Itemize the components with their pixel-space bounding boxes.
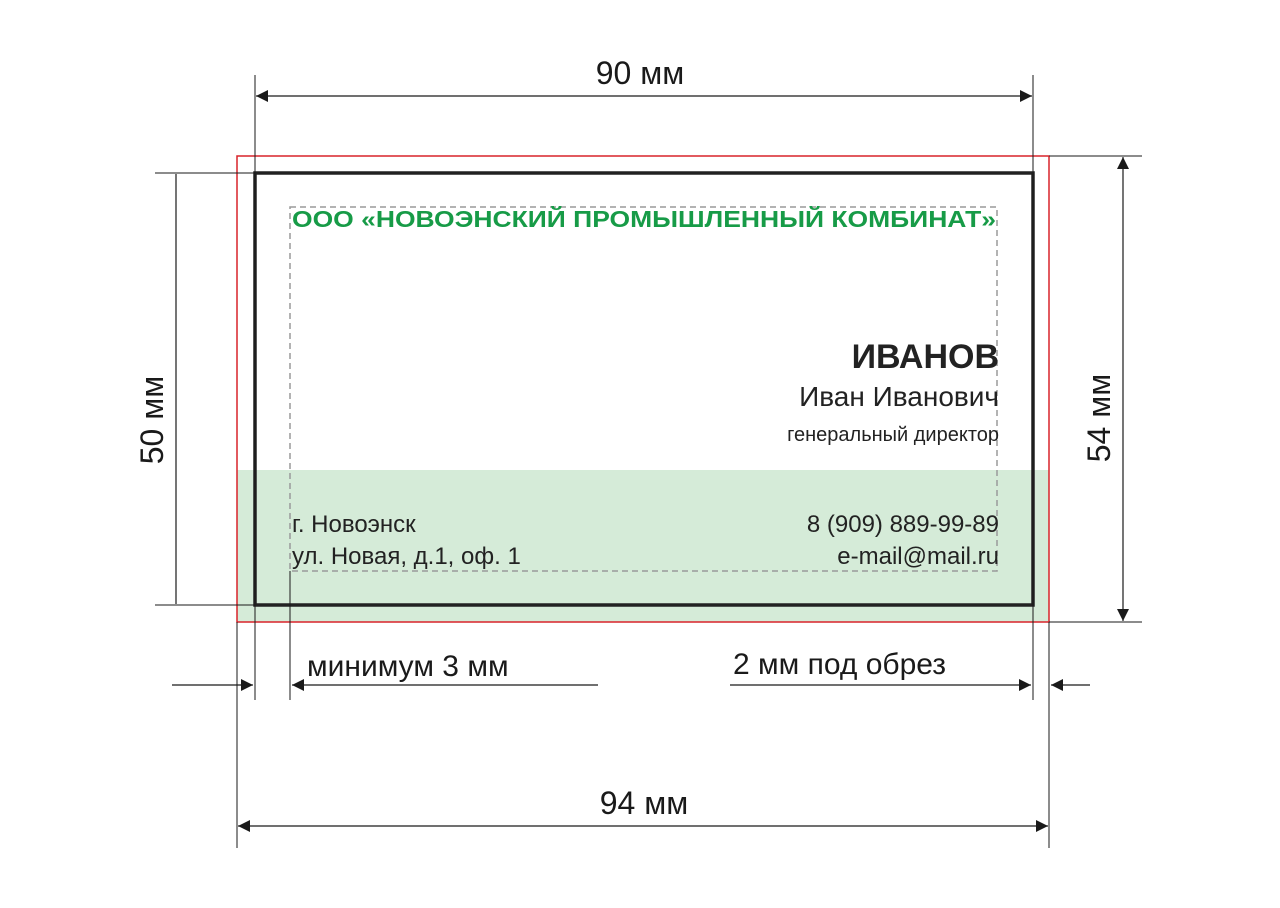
person-position: генеральный директор [787,424,999,446]
address-city: г. Новоэнск [292,511,416,538]
dimension-label-94: 94 мм [599,785,689,821]
company-name: ООО «НОВОЭНСКИЙ ПРОМЫШЛЕННЫЙ КОМБИНАТ» [292,206,904,232]
bleed-margin-label: 2 мм под обрез [733,648,947,681]
person-given-name: Иван Иванович [799,381,999,412]
dimension-label-90: 90 мм [595,55,685,91]
person-surname: ИВАНОВ [851,338,999,376]
dimension-label-54: 54 мм [1081,373,1117,463]
address-street: ул. Новая, д.1, оф. 1 [292,543,521,570]
safe-margin-label: минимум 3 мм [307,650,509,683]
contact-email: e-mail@mail.ru [837,543,999,570]
dimension-label-50: 50 мм [134,375,170,465]
contact-phone: 8 (909) 889-99-89 [806,511,999,538]
